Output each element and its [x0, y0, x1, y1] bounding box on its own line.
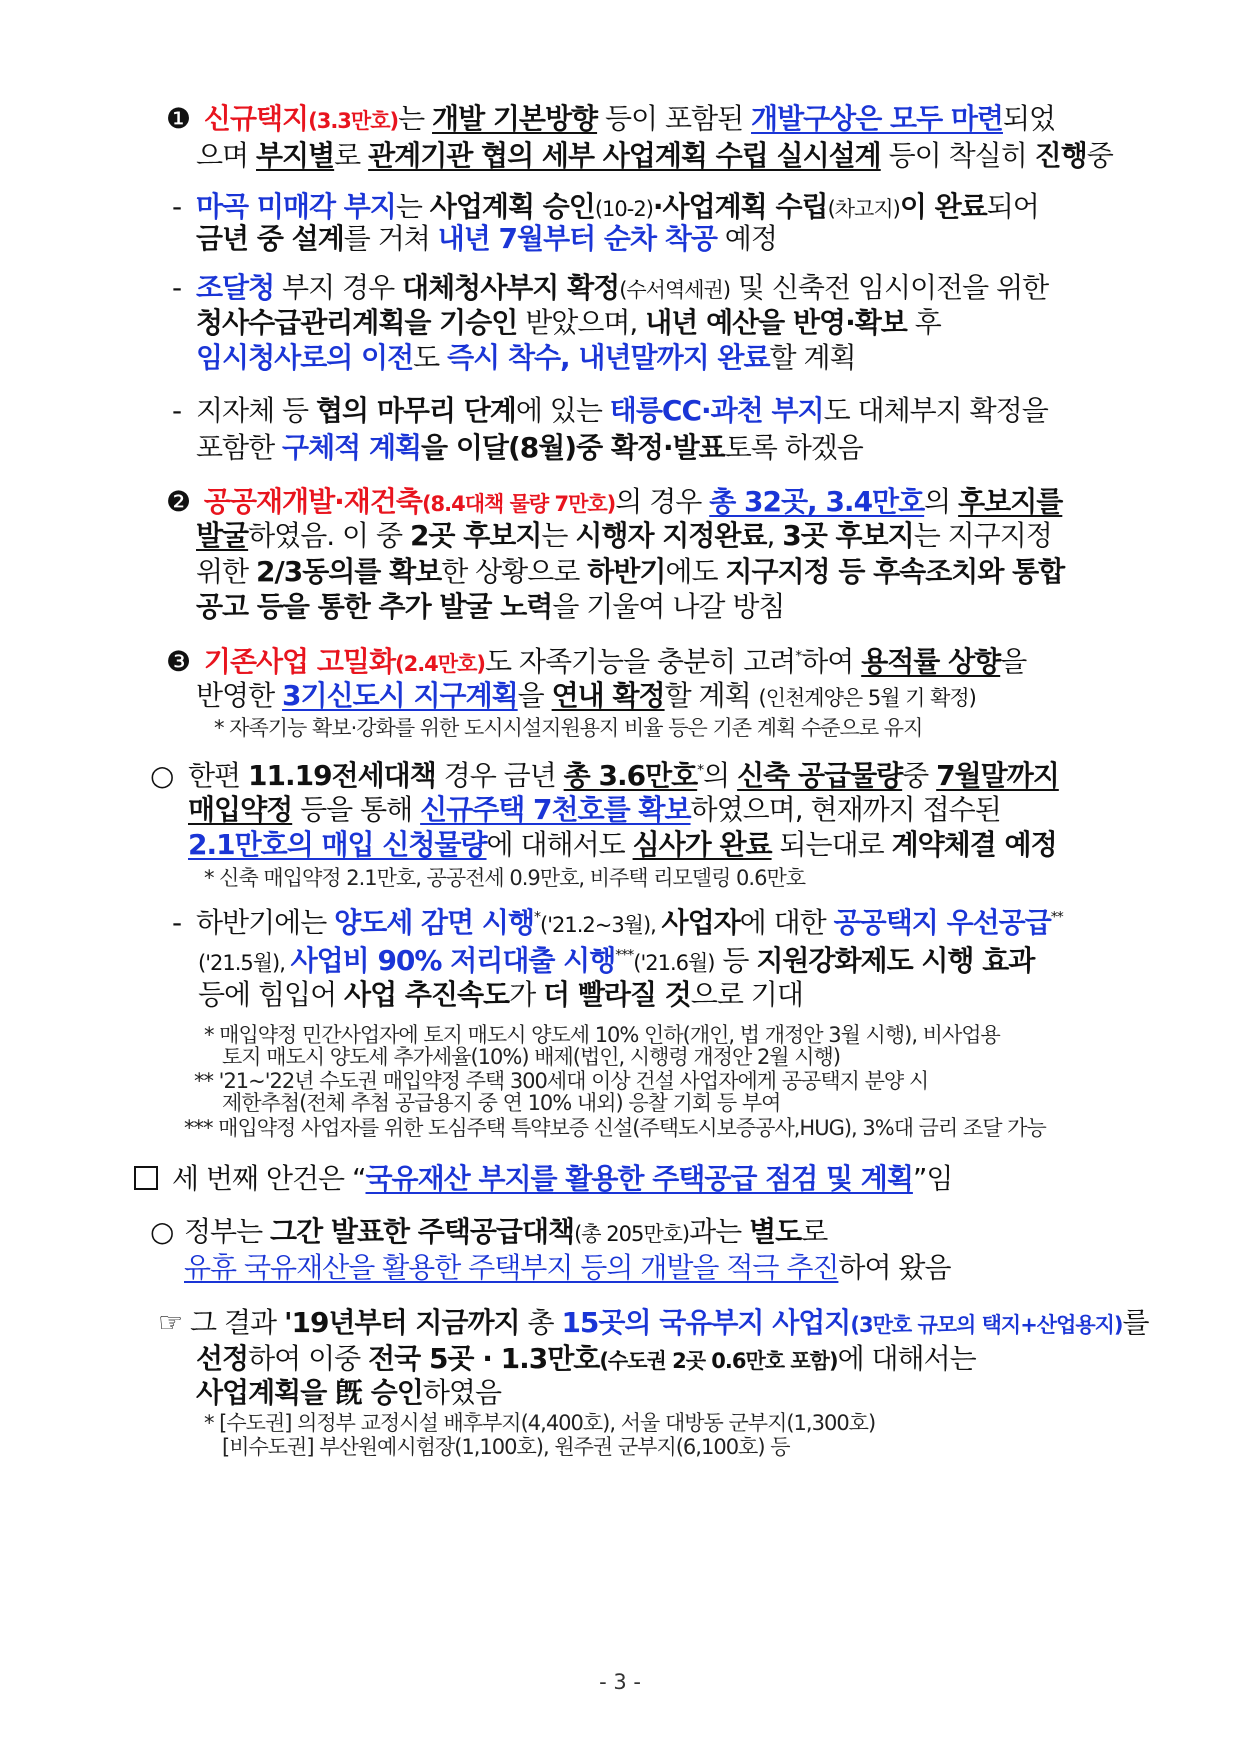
text: (10-2): [594, 197, 653, 221]
text: 사업자: [661, 906, 740, 939]
text: 세 번째 안건은 “: [172, 1162, 366, 1195]
text: (3.3만호): [308, 109, 399, 133]
text: 는 지구지정: [913, 519, 1052, 552]
text: 및 신축전 임시이전을 위한: [730, 271, 1049, 304]
text: 15곳의 국유부지 사업지: [561, 1306, 851, 1339]
text: 을: [1000, 645, 1027, 678]
text: 할 계획: [769, 341, 856, 374]
dash-3-line-2: [196, 428, 863, 468]
dash-3-line-1: [172, 391, 1048, 431]
dash-4-footnote-1: * 매입약정 민간사업자에 토지 매도시 양도세 10% 인하(개인, 법 개정안 3월 시행), 비사업용: [204, 1023, 1000, 1047]
text: 전국 5곳 · 1.3만호: [368, 1342, 600, 1375]
text: 는: [398, 102, 433, 135]
circle-item-1-footnote: * 신축 매입약정 2.1만호, 공공전세 0.9만호, 비주택 리모델링 0.6만호: [204, 866, 806, 890]
text: 예정: [716, 222, 777, 255]
item-1-line-2: [196, 136, 1113, 176]
footnote-mark: ***: [615, 947, 634, 964]
dash-4-footnote-3: *** 매입약정 사업자를 위한 도심주택 특약보증 신설(주택도시보증공사,HUG), 3%대 금리 조달 가능: [184, 1116, 1046, 1140]
page-number: - 3 -: [599, 1670, 641, 1694]
text: ('21.6월): [633, 951, 715, 975]
text: (8.4대책 물량 7만호): [421, 492, 616, 516]
text: 지자체 등: [196, 394, 316, 427]
footnote-mark: *: [534, 909, 540, 926]
text: 되어: [986, 190, 1039, 223]
text: 등: [714, 944, 757, 977]
footnote-mark: *: [697, 762, 704, 779]
text: 후: [906, 306, 941, 339]
text: 으로 기대: [690, 978, 803, 1011]
text: 과는: [689, 1215, 750, 1248]
pointing-item-footnote-2: [비수도권] 부산원예시험장(1,100호), 원주권 군부지(6,100호) 등: [222, 1435, 790, 1459]
dash: -: [172, 394, 182, 427]
pointing-item-line-3: [196, 1373, 501, 1413]
text: 한편: [188, 759, 248, 792]
text: 지원강화제도 시행 효과: [756, 944, 1035, 977]
text: 는: [541, 519, 576, 552]
text: 양도세 감면 시행: [334, 906, 534, 939]
text: 도 대체부지 확정을: [823, 394, 1048, 427]
text: 도: [413, 341, 448, 374]
item-3-footnote: * 자족기능 확보·강화를 위한 도시시설지원용지 비율 등은 기존 계획 수준으로 유지: [214, 716, 923, 740]
text: 을: [421, 431, 456, 464]
text: 사업비 90% 저리대출 시행: [290, 944, 616, 977]
text: 등이 착실히: [880, 139, 1035, 172]
text: 11.19전세대책: [248, 759, 436, 792]
text: 도 자족기능을 충분히 고려: [484, 645, 796, 678]
text: (수도권 2곳 0.6만호 포함): [599, 1349, 838, 1373]
item-2-line-2: [196, 516, 1052, 556]
dash: -: [172, 190, 182, 223]
text: (차고지): [827, 197, 900, 221]
text: 사업계획 승인: [429, 190, 595, 223]
text: 그 결과: [182, 1306, 284, 1339]
text: 신축 공급물량: [737, 759, 903, 792]
text: 할 계획: [664, 679, 759, 712]
text: 등이 포함된: [597, 102, 752, 135]
text: 를 거쳐: [343, 222, 438, 255]
text: 금년 중 설계: [196, 222, 344, 255]
item-1-line-1: [166, 99, 1055, 141]
text: 후보지를: [958, 485, 1063, 518]
text: 지구지정 등 후속조치와 통합: [725, 555, 1065, 588]
footnote-mark: *: [795, 648, 802, 665]
text: 3곳 후보지: [782, 519, 914, 552]
circled-number-1-icon: ❶: [166, 102, 191, 135]
text: 개발 기본방향: [432, 102, 598, 135]
text: 되었: [1002, 102, 1056, 135]
text: 로: [334, 139, 369, 172]
text: 대체청사부지 확정: [402, 271, 620, 304]
text: 심사가 완료: [632, 828, 772, 861]
text: 총 32곳, 3.4만호: [709, 485, 925, 518]
text: 로: [801, 1215, 828, 1248]
text: 포함한: [196, 431, 283, 464]
text: 에 대해서는: [837, 1342, 976, 1375]
text: 를: [1122, 1306, 1149, 1339]
text: 을 기울여 나갈 방침: [552, 590, 785, 623]
dash-4-line-3: [198, 975, 803, 1015]
dash-4-footnote-1-cont: 토지 매도시 양도세 추가세율(10%) 배제(법인, 시행령 개정안 2월 시행): [222, 1045, 841, 1069]
text: 총 3.6만호: [563, 759, 698, 792]
text: (3만호 규모의 택지+산업용지): [850, 1313, 1123, 1337]
pointing-hand-icon: ☞: [158, 1306, 183, 1339]
text: (2.4만호): [395, 652, 485, 676]
text: (수서역세권): [619, 278, 731, 302]
text: 의 경우: [615, 485, 710, 518]
text: 계약체결 예정: [891, 828, 1057, 861]
text: 3기신도시 지구계획: [282, 679, 518, 712]
circle-bullet-icon: ○: [150, 759, 174, 792]
text: 으며: [196, 139, 256, 172]
text: 사업계획을 旣 승인: [196, 1376, 423, 1409]
text: ·: [652, 190, 663, 223]
text: 하여 왔음: [838, 1251, 951, 1284]
text: 는: [395, 190, 430, 223]
text: 부지 경우: [274, 271, 403, 304]
text: 시행자 지정완료: [575, 519, 767, 552]
text: 의: [924, 485, 959, 518]
text: 선정: [196, 1342, 249, 1375]
text: 2곳 후보지: [409, 519, 542, 552]
text: 그간 발표한 주택공급대책: [270, 1215, 575, 1248]
text: (인천계양은 5월 기 확정): [758, 686, 976, 710]
text: 연내 확정: [551, 679, 665, 712]
text: 더 빨라질 것: [543, 978, 691, 1011]
text: 중: [1086, 139, 1113, 172]
text: 하였으며, 현재까지 접수된: [690, 793, 1001, 826]
text: 총: [519, 1306, 562, 1339]
text: 등을 통해: [292, 793, 421, 826]
text: 진행: [1034, 139, 1087, 172]
checkbox-square-icon: [134, 1166, 158, 1190]
text: 이달(8월)중 확정·발표: [455, 431, 725, 464]
dash-4-footnote-2: ** '21~'22년 수도권 매입약정 주택 300세대 이상 건설 사업자에게 공공택지 분양 시: [194, 1069, 929, 1093]
text: ,: [766, 519, 783, 552]
text: 을: [517, 679, 552, 712]
text: 이 완료: [899, 190, 987, 223]
text: 의: [703, 759, 738, 792]
text: 임시청사로의 이전: [196, 341, 414, 374]
text: 협의 마무리 단계: [316, 394, 516, 427]
text: 에 대한: [739, 906, 834, 939]
text: ('21.2~3월),: [540, 913, 662, 937]
text: 에 대해서도: [486, 828, 633, 861]
text: 위한: [196, 555, 256, 588]
text: 신규택지: [203, 102, 309, 135]
dash-1-line-2: [196, 219, 777, 259]
text: 공공재개발·재건축: [203, 485, 422, 518]
text: 정부는: [184, 1215, 271, 1248]
text: 에도: [665, 555, 726, 588]
text: 조달청: [196, 271, 275, 304]
text: 관계기관 협의 세부 사업계획 수립 실시설계: [368, 139, 881, 172]
text: 2.1만호의 매입 신청물량: [188, 828, 487, 861]
pointing-item-footnote-1: * [수도권] 의정부 교정시설 배후부지(4,400호), 서울 대방동 군부지(1,300호): [204, 1411, 876, 1435]
circle-item-1-line-3: [188, 825, 1057, 865]
text: 중: [902, 759, 937, 792]
section-title: 국유재산 부지를 활용한 주택공급 점검 및 계획: [365, 1162, 913, 1195]
text: (총 205만호): [574, 1222, 690, 1246]
text: 유휴 국유재산을 활용한 주택부지 등의 개발을 적극 추진: [184, 1251, 839, 1284]
text: 용적률 상향: [861, 645, 1001, 678]
text: 반영한: [196, 679, 283, 712]
text: 경우 금년: [435, 759, 564, 792]
text: 하여 이중: [248, 1342, 369, 1375]
text: 태릉CC·과천 부지: [609, 394, 824, 427]
text: 마곡 미매각 부지: [196, 190, 396, 223]
text: 기존사업 고밀화: [203, 645, 395, 678]
text: 사업계획 수립: [662, 190, 828, 223]
text: 하반기에는: [196, 906, 335, 939]
text: 내년 예산을 반영·확보: [645, 306, 907, 339]
text: 7월말까지: [936, 759, 1059, 792]
text: 하였음. 이 중: [248, 519, 410, 552]
dash-2-line-3: [196, 338, 856, 378]
footnote-mark: **: [1050, 909, 1063, 926]
text: 개발구상은 모두 마련: [751, 102, 1003, 135]
text: 하반기: [587, 555, 666, 588]
text: 부지별: [256, 139, 335, 172]
text: 하였음: [422, 1376, 501, 1409]
text: 받았으며,: [517, 306, 646, 339]
circle-item-2-line-2: [184, 1248, 951, 1288]
text: '19년부터 지금까지: [283, 1306, 520, 1339]
dash-4-line-1: [172, 903, 1063, 945]
text: 별도: [749, 1215, 802, 1248]
text: 되는대로: [771, 828, 892, 861]
dash: -: [172, 271, 182, 304]
text: 하여: [801, 645, 862, 678]
text: 구체적 계획: [282, 431, 422, 464]
text: 청사수급관리계획을 기승인: [196, 306, 518, 339]
circled-number-3-icon: ❸: [166, 645, 191, 678]
text: 한 상황으로: [441, 555, 588, 588]
circle-bullet-icon: ○: [150, 1215, 174, 1248]
text: 사업 추진속도: [344, 978, 510, 1011]
item-2-line-3: [196, 552, 1064, 592]
text: 신규주택 7천호를 확보: [420, 793, 691, 826]
text: 즉시 착수, 내년말까지 완료: [447, 341, 770, 374]
text: 공고 등을 통한 추가 발굴 노력: [196, 590, 553, 623]
dash-2-line-2: [196, 303, 941, 343]
circle-item-1-line-2: [188, 790, 1001, 830]
text: 발굴: [196, 519, 249, 552]
text: 매입약정: [188, 793, 293, 826]
text: 등에 힘입어: [198, 978, 345, 1011]
text: ('21.5월),: [198, 951, 291, 975]
circled-number-2-icon: ❷: [166, 485, 191, 518]
dash-4-footnote-2-cont: 제한추첨(전체 추첨 공급용지 중 연 10% 내외) 응찰 기회 등 부여: [222, 1091, 781, 1115]
text: 가: [509, 978, 544, 1011]
text: 토록 하겠음: [724, 431, 863, 464]
section-3-heading: [134, 1159, 952, 1199]
text: 에 있는: [515, 394, 610, 427]
dash: -: [172, 906, 182, 939]
text: 내년 7월부터 순차 착공: [437, 222, 717, 255]
item-2-line-4: [196, 587, 784, 627]
text: 공공택지 우선공급: [833, 906, 1051, 939]
item-3-line-2: [196, 676, 976, 718]
text: 2/3동의를 확보: [256, 555, 442, 588]
text: ”임: [912, 1162, 953, 1195]
